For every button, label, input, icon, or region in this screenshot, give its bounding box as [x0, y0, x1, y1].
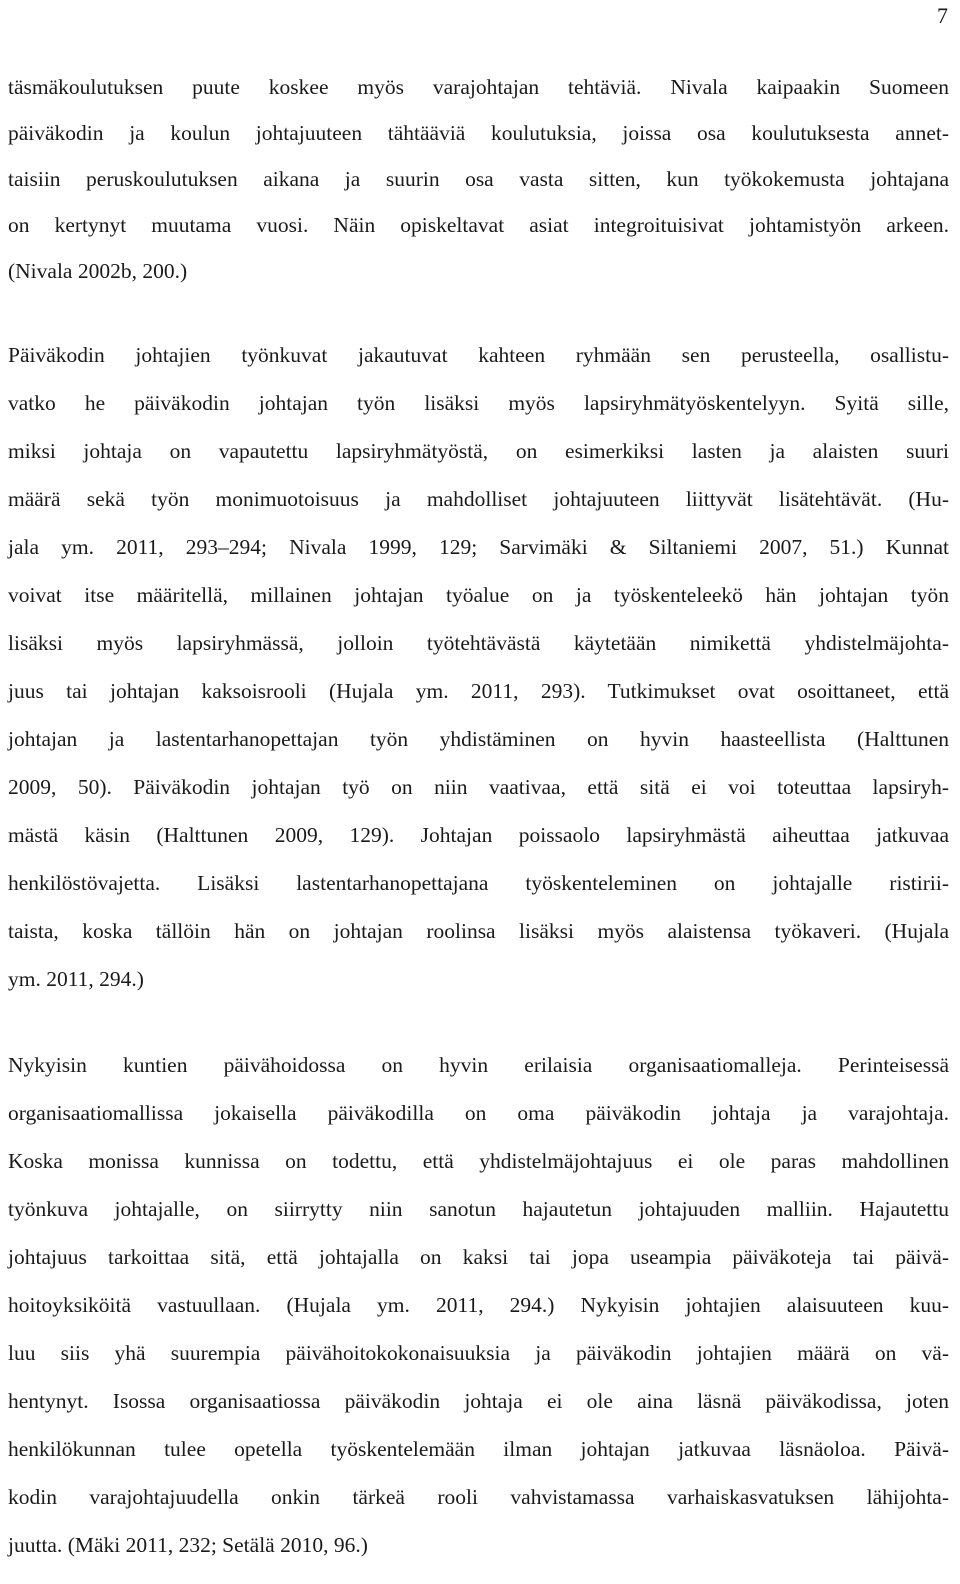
paragraph-1 [8, 70, 949, 300]
text-line: vatko he päiväkodin johtajan työn lisäksi myös lapsiryhmätyöskentelyyn. Syitä sille, [8, 391, 949, 415]
text-line: hentynyt. Isossa organisaatiossa päiväkodin johtaja ei ole aina läsnä päiväkodissa, joten [8, 1389, 949, 1413]
text-line: Päiväkodin johtajien työnkuvat jakautuvat kahteen ryhmään sen perusteella, osallistu- [8, 343, 949, 367]
text-line: taisiin peruskoulutuksen aikana ja suurin osa vasta sitten, kun työkokemusta johtajana [8, 167, 949, 191]
text-line: johtajan ja lastentarhanopettajan työn yhdistäminen on hyvin haasteellista (Halttunen [8, 727, 949, 751]
text-line: juutta. (Mäki 2011, 232; Setälä 2010, 96.) [8, 1533, 368, 1557]
text-line: Nykyisin kuntien päivähoidossa on hyvin erilaisia organisaatiomalleja. Perinteisessä [8, 1053, 949, 1077]
text-line: miksi johtaja on vapautettu lapsiryhmätyöstä, on esimerkiksi lasten ja alaisten suuri [8, 439, 949, 463]
text-line: 2009, 50). Päiväkodin johtajan työ on niin vaativaa, että sitä ei voi toteuttaa lapsiryh- [8, 775, 949, 799]
text-line: henkilöstövajetta. Lisäksi lastentarhanopettajana työskenteleminen on johtajalle ristirii- [8, 871, 949, 895]
text-line: ym. 2011, 294.) [8, 967, 144, 991]
text-line: hoitoyksiköitä vastuullaan. (Hujala ym. 2011, 294.) Nykyisin johtajien alaisuuteen kuu- [8, 1293, 949, 1317]
text-line: mästä käsin (Halttunen 2009, 129). Johtajan poissaolo lapsiryhmästä aiheuttaa jatkuvaa [8, 823, 949, 847]
text-line: taista, koska tällöin hän on johtajan roolinsa lisäksi myös alaistensa työkaveri. (Hujala [8, 919, 949, 943]
text-line: henkilökunnan tulee opetella työskentelemään ilman johtajan jatkuvaa läsnäoloa. Päivä- [8, 1437, 949, 1461]
text-line: kodin varajohtajuudella onkin tärkeä rooli vahvistamassa varhaiskasvatuksen lähijohta- [8, 1485, 949, 1509]
paragraph-2 [8, 338, 949, 1010]
text-line: jala ym. 2011, 293–294; Nivala 1999, 129; Sarvimäki & Siltaniemi 2007, 51.) Kunnat [8, 535, 949, 559]
text-line: juus tai johtajan kaksoisrooli (Hujala ym. 2011, 293). Tutkimukset ovat osoittaneet, että [8, 679, 949, 703]
text-line: organisaatiomallissa jokaisella päiväkodilla on oma päiväkodin johtaja ja varajohtaja. [8, 1101, 949, 1125]
text-line: päiväkodin ja koulun johtajuuteen tähtääviä koulutuksia, joissa osa koulutuksesta annet- [8, 121, 949, 145]
text-line: määrä sekä työn monimuotoisuus ja mahdolliset johtajuuteen liittyvät lisätehtävät. (Hu- [8, 487, 949, 511]
text-line: täsmäkoulutuksen puute koskee myös varajohtajan tehtäviä. Nivala kaipaakin Suomeen [8, 75, 949, 99]
text-line: on kertynyt muutama vuosi. Näin opiskeltavat asiat integroituisivat johtamistyön arkeen. [8, 213, 949, 237]
text-line: (Nivala 2002b, 200.) [8, 259, 188, 283]
text-line: luu siis yhä suurempia päivähoitokokonaisuuksia ja päiväkodin johtajien määrä on vä- [8, 1341, 949, 1365]
page-number: 7 [937, 3, 948, 28]
text-line: Koska monissa kunnissa on todettu, että yhdistelmäjohtajuus ei ole paras mahdollinen [8, 1149, 949, 1173]
text-line: työnkuva johtajalle, on siirrytty niin sanotun hajautetun johtajuuden malliin. Hajautettu [8, 1197, 949, 1221]
document-body [8, 70, 949, 1576]
text-line: johtajuus tarkoittaa sitä, että johtajalla on kaksi tai jopa useampia päiväkoteja tai päivä- [8, 1245, 949, 1269]
text-line: lisäksi myös lapsiryhmässä, jolloin työtehtävästä käytetään nimikettä yhdistelmäjohta- [8, 631, 949, 655]
text-line: voivat itse määritellä, millainen johtajan työalue on ja työskenteleekö hän johtajan työn [8, 583, 949, 607]
paragraph-3 [8, 1048, 949, 1576]
